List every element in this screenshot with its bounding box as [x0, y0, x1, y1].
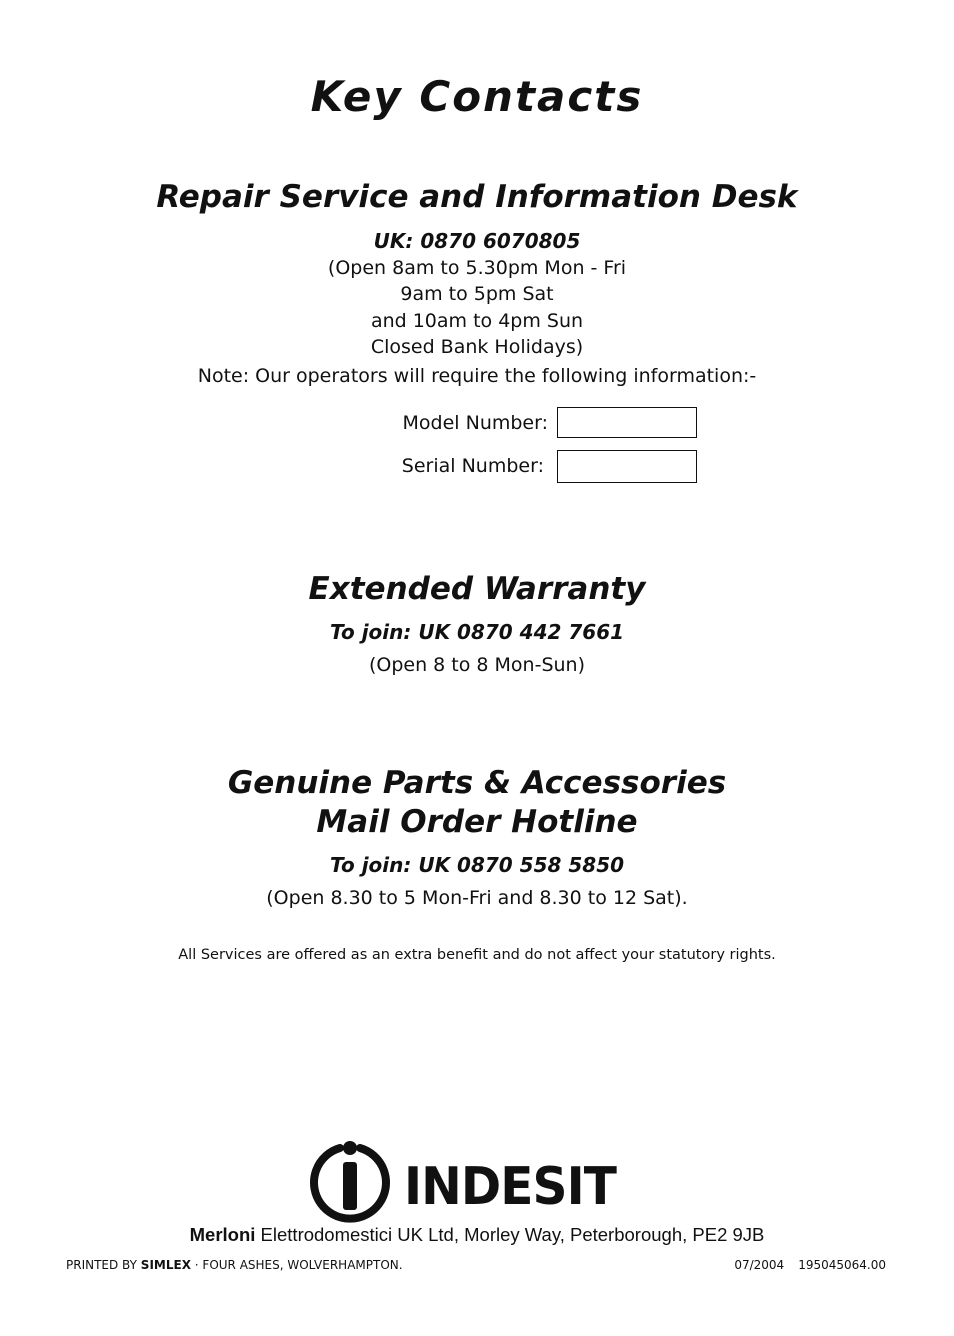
serial-number-box: [557, 450, 697, 483]
indesit-logo-graphic: [308, 1138, 620, 1224]
page-title: Key Contacts: [310, 72, 644, 121]
company-address: [0, 1224, 954, 1246]
printed-by-label: PRINTED BY: [66, 1258, 137, 1272]
parts-hours: (Open 8.30 to 5 Mon-Fri and 8.30 to 12 Sat).: [266, 887, 688, 909]
document-code: 195045064.00: [798, 1258, 886, 1272]
parts-phone: To join: UK 0870 558 5850: [329, 853, 625, 877]
printer-location: · FOUR ASHES, WOLVERHAMPTON.: [194, 1258, 403, 1272]
model-number-label: Model Number:: [402, 412, 548, 434]
model-number-row: [0, 407, 954, 441]
printer-credit: [66, 1258, 403, 1272]
printer-name: SIMLEX: [140, 1258, 191, 1272]
repair-phone: UK: 0870 6070805: [373, 229, 581, 253]
logo-wordmark: INDESIT: [404, 1157, 618, 1217]
repair-hours-line-3: and 10am to 4pm Sun: [370, 310, 584, 332]
repair-hours-line-2: 9am to 5pm Sat: [400, 283, 554, 305]
repair-hours-line-1: (Open 8am to 5.30pm Mon - Fri: [327, 257, 627, 279]
parts-heading-line-1: Genuine Parts & Accessories: [227, 765, 727, 801]
warranty-heading: Extended Warranty: [308, 571, 646, 607]
warranty-phone: To join: UK 0870 442 7661: [329, 620, 625, 644]
repair-note: Note: Our operators will require the following information:-: [197, 365, 757, 387]
serial-number-label: Serial Number:: [401, 455, 544, 477]
model-number-box: [557, 407, 697, 438]
company-name: Merloni: [189, 1224, 256, 1245]
document-reference: [734, 1258, 886, 1272]
repair-heading: Repair Service and Information Desk: [156, 179, 798, 215]
serial-number-row: [0, 450, 954, 484]
warranty-hours: (Open 8 to 8 Mon-Sun): [368, 654, 586, 676]
repair-hours-line-4: Closed Bank Holidays): [370, 336, 584, 358]
print-date: 07/2004: [734, 1258, 785, 1272]
disclaimer: All Services are offered as an extra benefit and do not affect your statutory rights.: [178, 947, 776, 963]
parts-heading-line-2: Mail Order Hotline: [316, 804, 638, 840]
company-address-text: Elettrodomestici UK Ltd, Morley Way, Peterborough, PE2 9JB: [260, 1224, 765, 1245]
indesit-logo: [308, 1138, 620, 1224]
